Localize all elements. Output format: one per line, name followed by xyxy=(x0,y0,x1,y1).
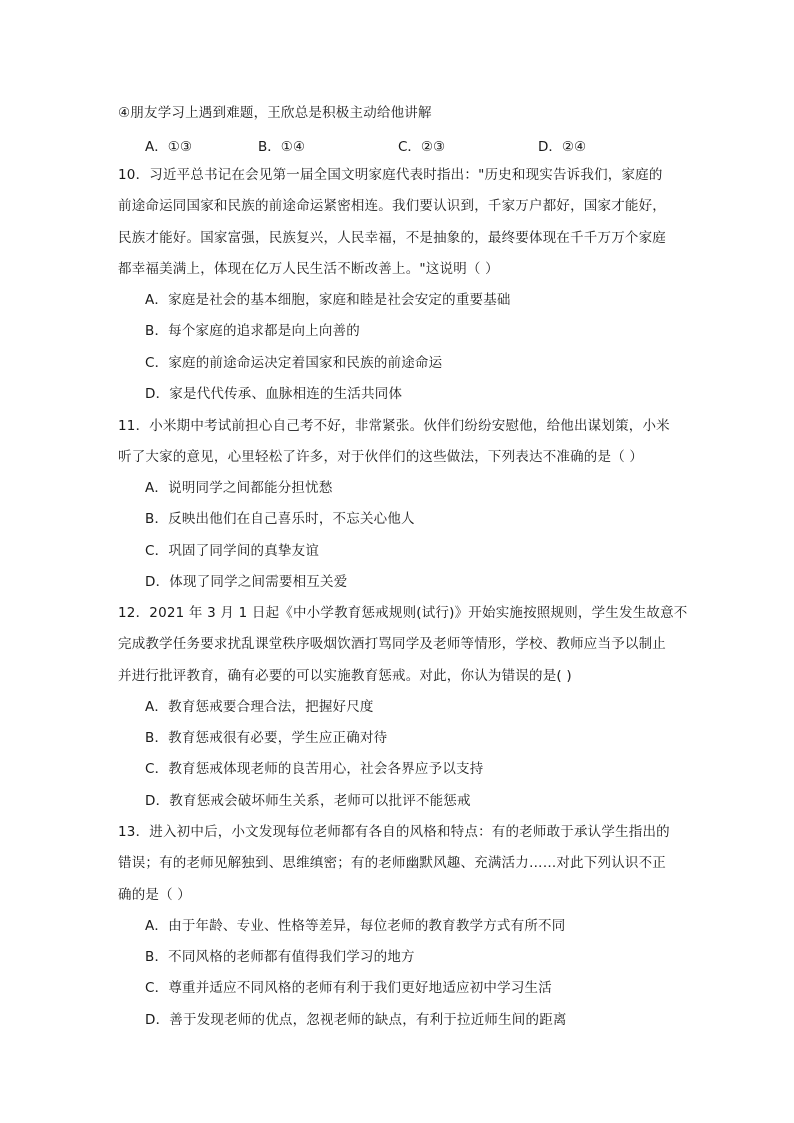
q13-stem-line-3: 确的是（ ） xyxy=(118,887,191,903)
q11-option-a: A．说明同学之间都能分担忧愁 xyxy=(145,480,333,496)
q10-option-a: A．家庭是社会的基本细胞，家庭和睦是社会安定的重要基础 xyxy=(145,292,511,308)
q10-stem-line-4: 都幸福美满上，体现在亿万人民生活不断改善上。"这说明（ ） xyxy=(118,261,499,277)
q13-option-d: D．善于发现老师的优点，忽视老师的缺点，有利于拉近师生间的距离 xyxy=(145,1012,567,1028)
q12-option-c: C．教育惩戒体现老师的良苦用心，社会各界应予以支持 xyxy=(145,761,484,777)
q12-option-b: B．教育惩戒很有必要，学生应正确对待 xyxy=(145,730,388,746)
q9-choice-d: D．②④ xyxy=(538,139,587,155)
q12-stem-line-2: 完成教学任务要求扰乱课堂秩序吸烟饮酒打骂同学及老师等情形，学校、教师应当予以制止 xyxy=(118,636,666,652)
q13-option-c: C．尊重并适应不同风格的老师有利于我们更好地适应初中学习生活 xyxy=(145,980,552,996)
q10-stem-line-1: 10．习近平总书记在会见第一届全国文明家庭代表时指出："历史和现实告诉我们，家庭的 xyxy=(118,167,663,183)
q10-option-c: C．家庭的前途命运决定着国家和民族的前途命运 xyxy=(145,355,443,371)
q10-option-d: D．家是代代传承、血脉相连的生活共同体 xyxy=(145,386,403,402)
q13-stem-line-2: 错误；有的老师见解独到、思维缜密；有的老师幽默风趣、充满活力……对此下列认识不正 xyxy=(118,855,666,871)
q10-stem-line-3: 民族才能好。国家富强，民族复兴，人民幸福，不是抽象的，最终要体现在千千万万个家庭 xyxy=(118,230,666,246)
q9-item-4: ④朋友学习上遇到难题，王欣总是积极主动给他讲解 xyxy=(118,105,432,121)
q11-stem-line-2: 听了大家的意见，心里轻松了许多，对于伙伴们的这些做法，下列表达不准确的是（ ） xyxy=(118,449,644,465)
q9-choice-c: C．②③ xyxy=(398,139,446,155)
q9-choices xyxy=(0,135,794,153)
q12-option-d: D．教育惩戒会破坏师生关系，老师可以批评不能惩戒 xyxy=(145,793,471,809)
q9-choice-a: A．①③ xyxy=(145,139,192,155)
q12-stem-line-3: 并进行批评教育，确有必要的可以实施教育惩戒。对此，你认为错误的是( ) xyxy=(118,668,572,684)
q10-option-b: B．每个家庭的追求都是向上向善的 xyxy=(145,323,360,339)
q11-option-c: C．巩固了同学间的真挚友谊 xyxy=(145,543,320,559)
q13-stem-line-1: 13．进入初中后，小文发现每位老师都有各自的风格和特点：有的老师敢于承认学生指出的 xyxy=(118,824,670,840)
q11-option-b: B．反映出他们在自己喜乐时，不忘关心他人 xyxy=(145,511,415,527)
q12-stem-line-1: 12．2021 年 3 月 1 日起《中小学教育惩戒规则(试行)》开始实施按照规则，学生发生故意不 xyxy=(118,605,688,621)
q10-stem-line-2: 前途命运同国家和民族的前途命运紧密相连。我们要认识到，千家万户都好，国家才能好， xyxy=(118,198,666,214)
q9-choice-b: B．①④ xyxy=(258,139,305,155)
q11-stem-line-1: 11．小米期中考试前担心自己考不好，非常紧张。伙伴们纷纷安慰他，给他出谋划策，小米 xyxy=(118,418,670,434)
q13-option-a: A．由于年龄、专业、性格等差异，每位老师的教育教学方式有所不同 xyxy=(145,918,566,934)
q12-option-a: A．教育惩戒要合理合法，把握好尺度 xyxy=(145,699,374,715)
q13-option-b: B．不同风格的老师都有值得我们学习的地方 xyxy=(145,949,415,965)
q11-option-d: D．体现了同学之间需要相互关爱 xyxy=(145,574,348,590)
